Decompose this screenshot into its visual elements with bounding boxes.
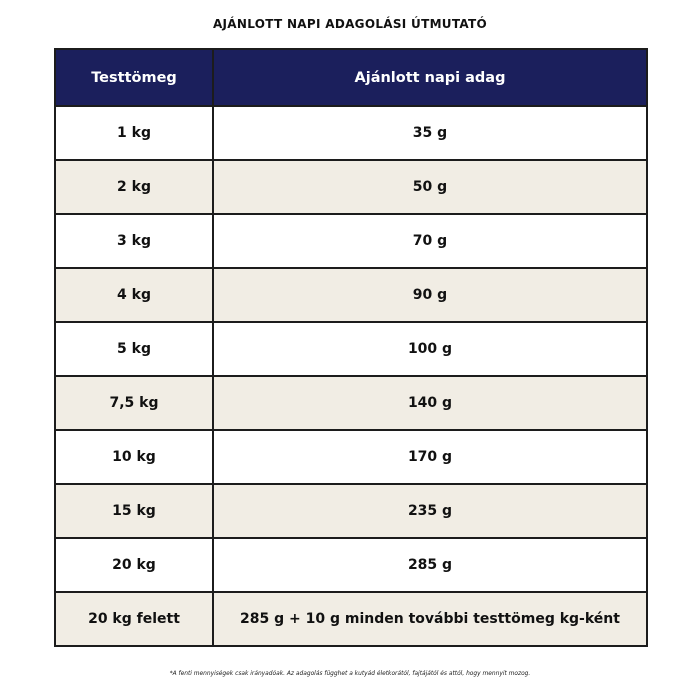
table-row: [55, 106, 647, 160]
table-row: [55, 592, 647, 646]
table-header-row: [55, 49, 647, 106]
daily-portion-cell: 70 g: [213, 214, 647, 268]
table-row: [55, 484, 647, 538]
table-row: [55, 160, 647, 214]
body-weight-cell: 10 kg: [55, 430, 213, 484]
body-weight-cell: 15 kg: [55, 484, 213, 538]
body-weight-cell: 3 kg: [55, 214, 213, 268]
daily-portion-cell: 35 g: [213, 106, 647, 160]
body-weight-cell: 1 kg: [55, 106, 213, 160]
daily-portion-cell: 90 g: [213, 268, 647, 322]
table-row: [55, 538, 647, 592]
table-row: [55, 214, 647, 268]
body-weight-cell: 7,5 kg: [55, 376, 213, 430]
table-row: [55, 376, 647, 430]
daily-portion-cell: 285 g + 10 g minden további testtömeg kg-ként: [213, 592, 647, 646]
daily-portion-cell: 100 g: [213, 322, 647, 376]
daily-portion-cell: 50 g: [213, 160, 647, 214]
table-row: [55, 268, 647, 322]
daily-portion-cell: 285 g: [213, 538, 647, 592]
body-weight-cell: 4 kg: [55, 268, 213, 322]
column-header-daily-portion: Ajánlott napi adag: [213, 49, 647, 106]
daily-portion-cell: 140 g: [213, 376, 647, 430]
page-title: AJÁNLOTT NAPI ADAGOLÁSI ÚTMUTATÓ: [212, 17, 488, 31]
body-weight-cell: 5 kg: [55, 322, 213, 376]
body-weight-cell: 2 kg: [55, 160, 213, 214]
table-row: [55, 430, 647, 484]
body-weight-cell: 20 kg felett: [55, 592, 213, 646]
table-row: [55, 322, 647, 376]
daily-portion-cell: 235 g: [213, 484, 647, 538]
body-weight-cell: 20 kg: [55, 538, 213, 592]
dosage-table: [54, 48, 648, 647]
daily-portion-cell: 170 g: [213, 430, 647, 484]
column-header-body-weight: Testtömeg: [55, 49, 213, 106]
footnote: *A fenti mennyiségek csak irányadóak. Az adagolás függhet a kutyád életkorától, fajtájától és attól, hogy mennyit mozog.: [169, 671, 531, 677]
